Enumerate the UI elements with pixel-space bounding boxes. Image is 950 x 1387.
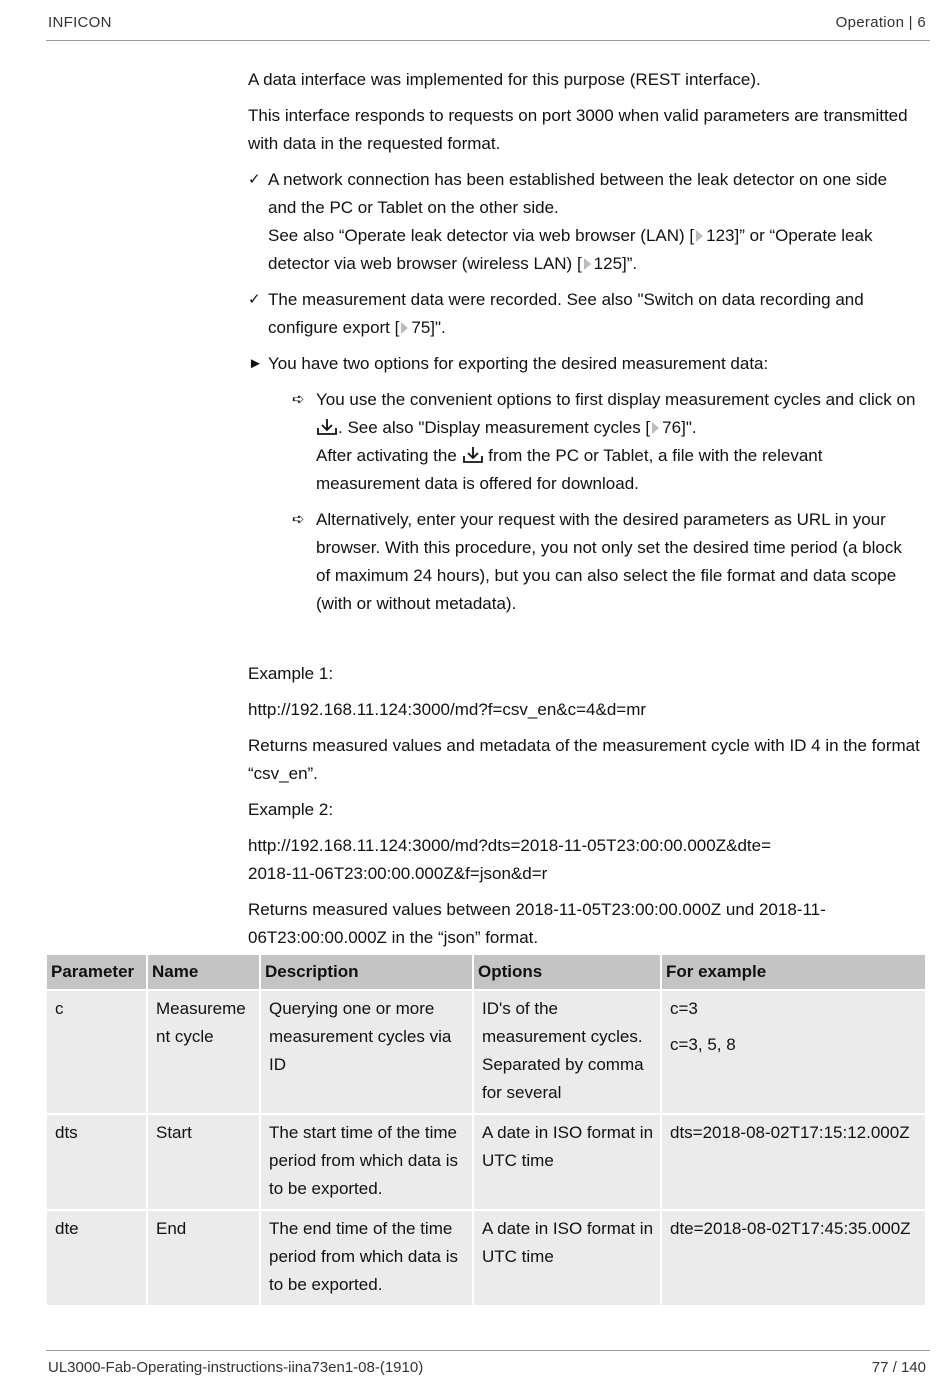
requirement-item xyxy=(248,286,920,342)
cell-description: The start time of the time period from which data is to be exported. xyxy=(260,1114,473,1210)
table-row xyxy=(47,1210,926,1306)
requirement-text: ". xyxy=(435,318,446,337)
page-header xyxy=(46,14,930,41)
section-label: Operation | 6 xyxy=(835,14,926,31)
document-id: UL3000-Fab-Operating-instructions-iina73en1-08-(1910) xyxy=(48,1359,424,1376)
page-reference-link[interactable]: 76] xyxy=(662,418,686,437)
step-item xyxy=(248,350,920,378)
requirement-text: See also “Operate leak detector via web browser (LAN) [ xyxy=(268,226,695,245)
result-arrow-icon: ➪ xyxy=(292,391,305,408)
cell-parameter: dte xyxy=(47,1210,147,1306)
cell-parameter: c xyxy=(47,990,147,1114)
example-url-part: http://192.168.11.124:3000/md?dts=2018-11-05T23:00:00.000Z&dte= xyxy=(248,836,771,855)
example-label: Example 1: xyxy=(248,664,334,683)
intro-paragraph: This interface responds to requests on port 3000 when valid parameters are transmitted with data in the requested format. xyxy=(248,106,908,153)
column-header: Parameter xyxy=(47,955,147,990)
option-text: ". xyxy=(685,418,697,437)
option-text: . See also "Display measurement cycles [ xyxy=(338,418,651,437)
parameter-table xyxy=(47,955,927,1307)
option-item xyxy=(248,506,920,618)
column-header: Description xyxy=(260,955,473,990)
example-label: Example 2: xyxy=(248,800,334,819)
example-url-part: 2018-11-06T23:00:00.000Z&f=json&d=r xyxy=(248,864,548,883)
example-value: c=3, 5, 8 xyxy=(670,1035,736,1054)
page-reference-link[interactable]: 75] xyxy=(411,318,435,337)
page-reference-link[interactable]: 123] xyxy=(706,226,740,245)
column-header: For example xyxy=(661,955,926,990)
check-icon: ✓ xyxy=(248,291,261,308)
page-number: 77 / 140 xyxy=(871,1359,926,1376)
table-row xyxy=(47,990,926,1114)
option-text: After activating the xyxy=(316,446,457,465)
company-name: INFICON xyxy=(48,14,112,31)
option-item xyxy=(248,386,920,498)
cell-options: A date in ISO format in UTC time xyxy=(473,1114,661,1210)
option-text: from the PC or Tablet, a file with the relevant measurement data is offered for download. xyxy=(316,446,823,493)
option-text: Alternatively, enter your request with the desired parameters as URL in your browser. With this procedure, you not only set the desired time period (a block of maximum 24 hours), but you can also select the file format and data scope (with or without metadata). xyxy=(316,510,902,613)
cell-options: A date in ISO format in UTC time xyxy=(473,1210,661,1306)
cell-example xyxy=(661,990,926,1114)
intro-paragraph: A data interface was implemented for this purpose (REST interface). xyxy=(248,70,761,89)
download-icon xyxy=(316,418,338,436)
cell-name: End xyxy=(147,1210,260,1306)
cell-options: ID's of the measurement cycles. Separated by comma for several xyxy=(473,990,661,1114)
column-header: Options xyxy=(473,955,661,990)
page-link-icon xyxy=(401,322,408,334)
cell-name: Start xyxy=(147,1114,260,1210)
requirement-item xyxy=(248,166,920,278)
page-reference-link[interactable]: 125] xyxy=(593,254,627,273)
example-description: Returns measured values and metadata of the measurement cycle with ID 4 in the format “csv_en”. xyxy=(248,736,920,783)
page-footer xyxy=(46,1350,930,1376)
download-icon xyxy=(462,446,484,464)
table-row xyxy=(47,1114,926,1210)
cell-description: Querying one or more measurement cycles via ID xyxy=(260,990,473,1114)
requirement-text: ” or “Operate leak detector via web browser (wireless LAN) [ xyxy=(268,226,873,273)
requirement-text: ”. xyxy=(626,254,638,273)
cell-name: Measureme nt cycle xyxy=(147,990,260,1114)
page-link-icon xyxy=(652,422,659,434)
cell-example: dte=2018-08-02T17:45:35.000Z xyxy=(661,1210,926,1306)
example-url[interactable]: http://192.168.11.124:3000/md?f=csv_en&c=4&d=mr xyxy=(248,700,647,719)
example-url[interactable] xyxy=(248,832,920,888)
example-description: Returns measured values between 2018-11-05T23:00:00.000Z und 2018-11-06T23:00:00.000Z in the “json” format. xyxy=(248,900,826,947)
requirement-text: The measurement data were recorded. See also "Switch on data recording and configure export [ xyxy=(268,290,864,337)
cell-parameter: dts xyxy=(47,1114,147,1210)
result-arrow-icon: ➪ xyxy=(292,511,305,528)
check-icon: ✓ xyxy=(248,171,261,188)
example-value: c=3 xyxy=(670,999,698,1018)
column-header: Name xyxy=(147,955,260,990)
cell-example: dts=2018-08-02T17:15:12.000Z xyxy=(661,1114,926,1210)
step-text: You have two options for exporting the desired measurement data: xyxy=(268,354,769,373)
cell-description: The end time of the time period from which data is to be exported. xyxy=(260,1210,473,1306)
requirement-text: A network connection has been established between the leak detector on one side and the PC or Tablet on the other side. xyxy=(268,170,888,217)
arrow-icon: ► xyxy=(248,355,263,372)
page-link-icon xyxy=(696,230,703,242)
option-text: You use the convenient options to first display measurement cycles and click on xyxy=(316,390,916,409)
page-link-icon xyxy=(584,258,591,270)
table-header-row xyxy=(47,955,926,990)
main-content xyxy=(248,66,920,960)
